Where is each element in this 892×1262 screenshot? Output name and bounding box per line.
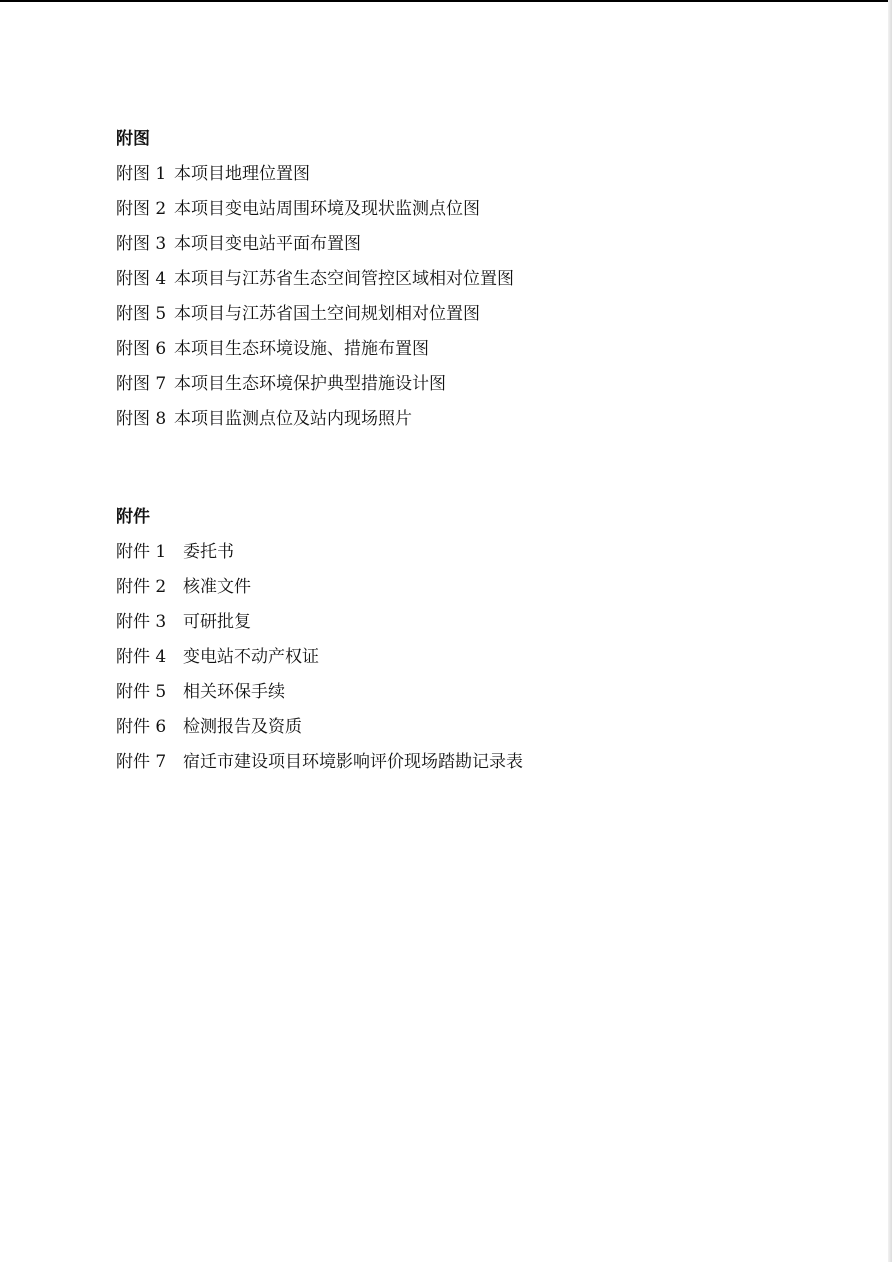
- attachment-number: 附件 1: [116, 542, 167, 562]
- figure-number: 附图 4: [116, 269, 167, 289]
- figure-title: 本项目生态环境设施、措施布置图: [174, 339, 429, 359]
- figure-title: 本项目变电站周围环境及现状监测点位图: [174, 199, 480, 219]
- attachments-heading: 附件: [116, 507, 150, 527]
- figures-section: [116, 126, 514, 441]
- attachment-title: 委托书: [183, 542, 234, 562]
- figure-list-item: [116, 161, 514, 196]
- attachment-number: 附件 3: [116, 612, 167, 632]
- attachment-number: 附件 4: [116, 647, 167, 667]
- figure-number: 附图 5: [116, 304, 167, 324]
- figures-heading: 附图: [116, 129, 150, 149]
- figure-title: 本项目生态环境保护典型措施设计图: [174, 374, 446, 394]
- attachment-list-item: [116, 644, 523, 679]
- figure-list-item: [116, 336, 514, 371]
- figure-title: 本项目变电站平面布置图: [174, 234, 361, 254]
- attachments-section: [116, 504, 523, 784]
- figures-list: [116, 161, 514, 441]
- figure-title: 本项目与江苏省生态空间管控区域相对位置图: [174, 269, 514, 289]
- attachment-title: 可研批复: [183, 612, 251, 632]
- figure-number: 附图 6: [116, 339, 167, 359]
- figure-number: 附图 3: [116, 234, 167, 254]
- attachment-list-item: [116, 609, 523, 644]
- page-edge-shadow: [888, 0, 892, 1262]
- attachment-title: 检测报告及资质: [183, 717, 302, 737]
- figure-list-item: [116, 301, 514, 336]
- attachment-title: 宿迁市建设项目环境影响评价现场踏勘记录表: [183, 752, 523, 772]
- attachments-list: [116, 539, 523, 784]
- figure-number: 附图 8: [116, 409, 167, 429]
- figure-list-item: [116, 371, 514, 406]
- attachment-title: 核准文件: [183, 577, 251, 597]
- attachment-number: 附件 5: [116, 682, 167, 702]
- figure-list-item: [116, 196, 514, 231]
- figure-title: 本项目地理位置图: [174, 164, 310, 184]
- attachment-number: 附件 7: [116, 752, 167, 772]
- attachment-list-item: [116, 749, 523, 784]
- attachment-number: 附件 6: [116, 717, 167, 737]
- figure-list-item: [116, 406, 514, 441]
- figure-title: 本项目监测点位及站内现场照片: [174, 409, 412, 429]
- figure-list-item: [116, 231, 514, 266]
- attachment-title: 相关环保手续: [183, 682, 285, 702]
- figure-title: 本项目与江苏省国土空间规划相对位置图: [174, 304, 480, 324]
- top-border-line: [0, 0, 892, 2]
- figure-number: 附图 7: [116, 374, 167, 394]
- attachment-list-item: [116, 679, 523, 714]
- figure-number: 附图 2: [116, 199, 167, 219]
- attachment-title: 变电站不动产权证: [183, 647, 319, 667]
- figure-list-item: [116, 266, 514, 301]
- figure-number: 附图 1: [116, 164, 167, 184]
- attachment-list-item: [116, 539, 523, 574]
- attachment-number: 附件 2: [116, 577, 167, 597]
- attachment-list-item: [116, 714, 523, 749]
- attachment-list-item: [116, 574, 523, 609]
